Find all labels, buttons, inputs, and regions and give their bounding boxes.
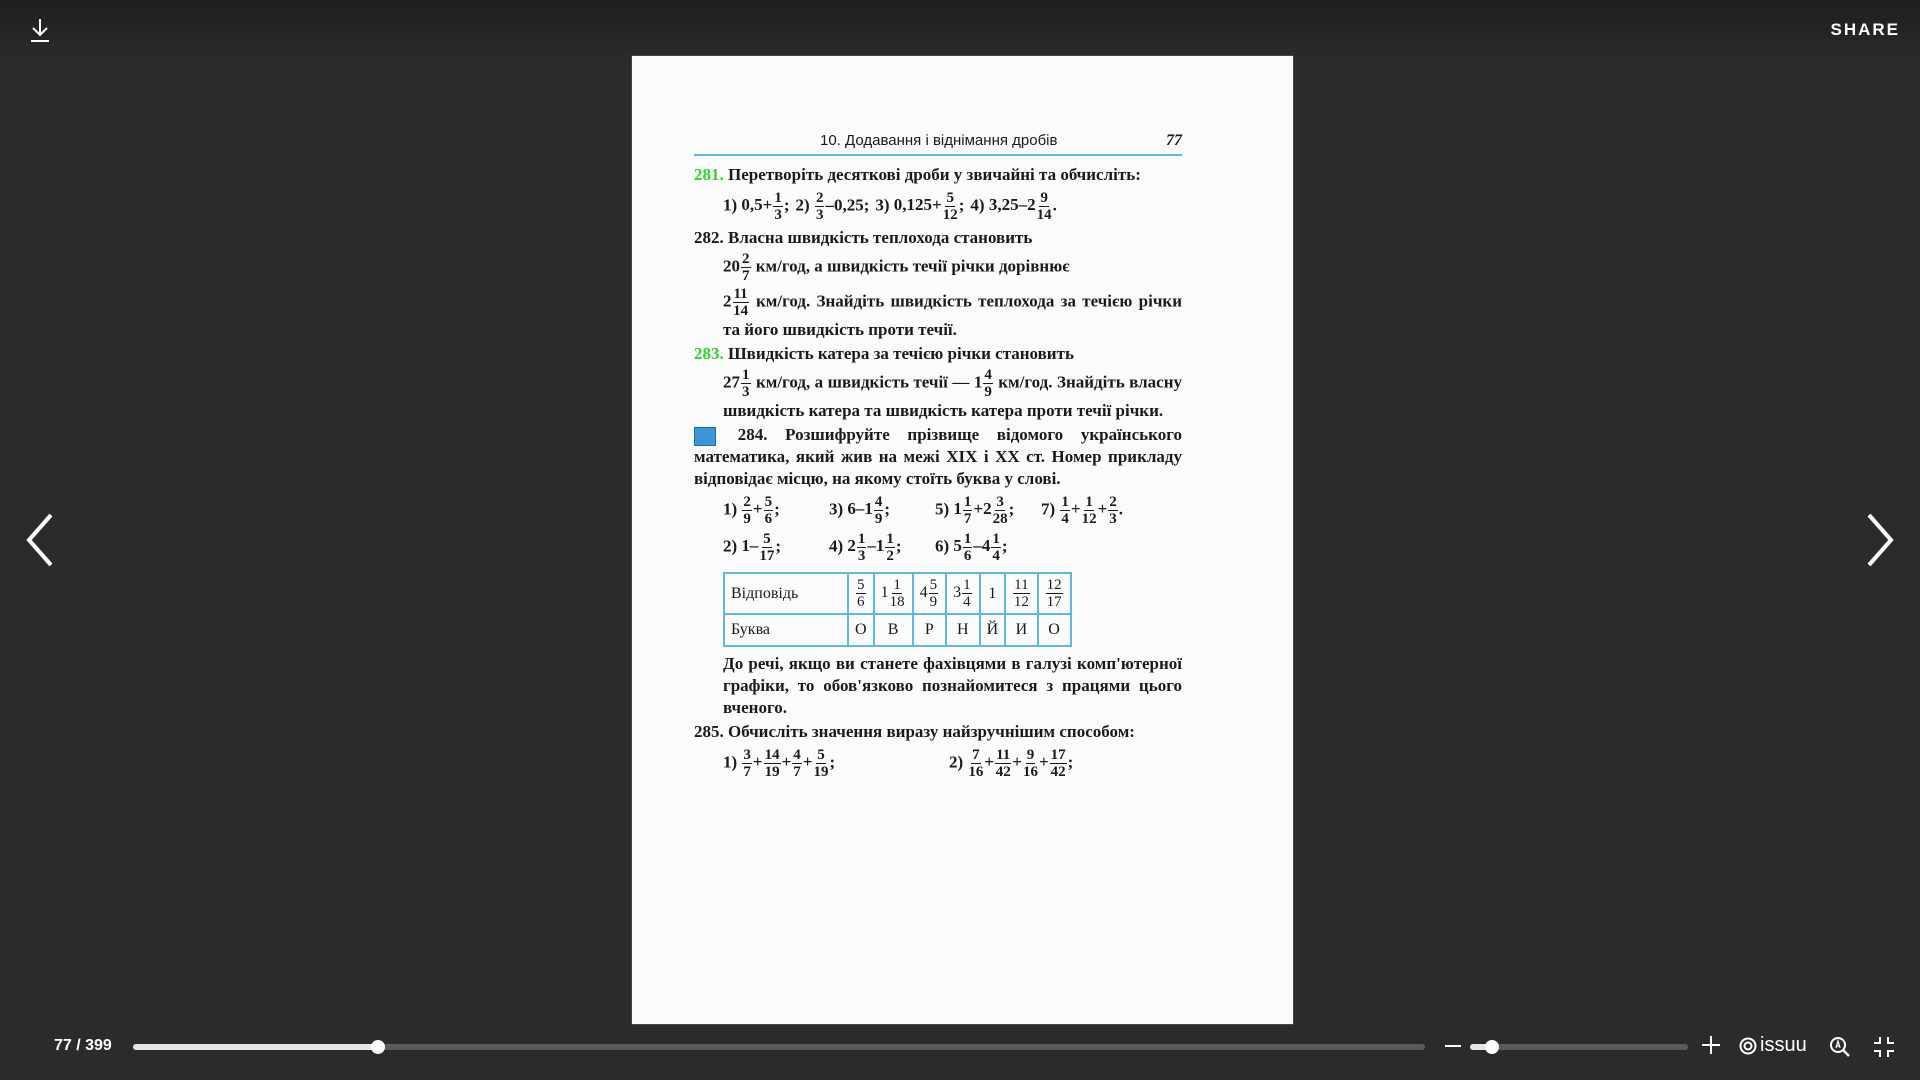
minus-icon bbox=[1443, 1036, 1463, 1056]
denominator: 6 bbox=[857, 594, 865, 610]
expression-label: 2) bbox=[723, 536, 742, 556]
mixed-whole: 1 bbox=[973, 372, 983, 392]
problem-281 bbox=[694, 164, 1182, 186]
numerator: 9 bbox=[1040, 190, 1048, 206]
fraction bbox=[741, 251, 751, 284]
expression-label: 3) bbox=[829, 499, 848, 519]
expression-term bbox=[984, 747, 1012, 780]
expression-end: ; bbox=[783, 195, 790, 215]
operator: 5 bbox=[953, 536, 962, 556]
plus-icon bbox=[1700, 1034, 1722, 1056]
problem-284-note: До речі, якщо ви станете фахівцями в галузі комп'ютерної графіки, то обов'язково познайомитеся з працями цього вченого. bbox=[723, 654, 1182, 717]
page-number: 77 bbox=[1166, 132, 1182, 149]
problem-text: Обчисліть значення виразу найзручнішим способом: bbox=[728, 722, 1135, 741]
fraction bbox=[929, 577, 939, 610]
expression-term bbox=[988, 190, 1053, 223]
operator: +2 bbox=[973, 499, 992, 519]
problem-number: 281. bbox=[694, 165, 724, 184]
fraction bbox=[1108, 494, 1118, 527]
fraction bbox=[995, 747, 1011, 780]
fraction bbox=[874, 494, 884, 527]
numerator: 12 bbox=[1046, 577, 1062, 593]
answer-cell bbox=[874, 573, 913, 614]
fraction bbox=[1023, 747, 1038, 780]
numerator: 11 bbox=[996, 747, 1011, 763]
denominator: 6 bbox=[764, 511, 773, 527]
operator: + bbox=[802, 752, 813, 772]
operator: + bbox=[1038, 752, 1049, 772]
denominator: 12 bbox=[942, 207, 958, 223]
download-icon bbox=[29, 17, 51, 43]
answer-row bbox=[724, 573, 1071, 614]
expression-end: ; bbox=[895, 536, 902, 556]
expression bbox=[723, 747, 943, 780]
denominator: 3 bbox=[815, 207, 824, 223]
denominator: 3 bbox=[1109, 511, 1117, 527]
expression-label: 3) bbox=[875, 195, 894, 215]
operator: 6–1 bbox=[847, 499, 873, 519]
page-counter: 77 / 399 bbox=[54, 1037, 112, 1054]
chapter-title: 10. Додавання і віднімання дробів bbox=[820, 132, 1058, 149]
denominator: 19 bbox=[813, 764, 829, 780]
denominator: 4 bbox=[963, 594, 971, 610]
expression-term bbox=[973, 494, 1008, 527]
expression bbox=[723, 531, 823, 564]
expression-end: ; bbox=[829, 752, 836, 772]
problem-number: 284. bbox=[737, 425, 768, 444]
expression-term bbox=[802, 747, 830, 780]
expression-term bbox=[741, 190, 783, 223]
numerator: 1 bbox=[742, 367, 750, 383]
numerator: 2 bbox=[742, 251, 750, 267]
operator: –4 bbox=[973, 536, 991, 556]
fraction bbox=[856, 577, 866, 610]
denominator: 17 bbox=[759, 548, 775, 564]
letter-cell: Н bbox=[946, 614, 980, 646]
operator: 1– bbox=[741, 536, 759, 556]
fraction bbox=[742, 747, 752, 780]
fraction bbox=[943, 190, 958, 223]
search-button[interactable] bbox=[1828, 1035, 1852, 1064]
answer-cell bbox=[913, 573, 947, 614]
answer-cell bbox=[848, 573, 874, 614]
letter-cell: О bbox=[848, 614, 874, 646]
problem-285 bbox=[694, 721, 1182, 743]
expression-end: ; bbox=[1067, 752, 1074, 772]
numerator: 2 bbox=[1109, 494, 1117, 510]
expression-term bbox=[967, 747, 984, 780]
operator: + bbox=[984, 752, 995, 772]
answer-cell bbox=[1005, 573, 1037, 614]
letter-cell: В bbox=[874, 614, 913, 646]
expression-term bbox=[781, 747, 803, 780]
fraction bbox=[963, 494, 973, 527]
expression-term bbox=[741, 531, 775, 564]
issuu-logo-icon bbox=[1739, 1037, 1757, 1055]
problem-285-expressions bbox=[694, 747, 1182, 780]
page-content bbox=[694, 130, 1182, 784]
denominator: 14 bbox=[1036, 207, 1052, 223]
fraction bbox=[1050, 747, 1067, 780]
numerator: 1 bbox=[1061, 494, 1069, 510]
numerator: 4 bbox=[793, 747, 801, 763]
fraction bbox=[764, 747, 781, 780]
operator: –1 bbox=[867, 536, 885, 556]
next-page-button[interactable] bbox=[1855, 505, 1905, 575]
search-icon bbox=[1828, 1035, 1852, 1059]
expression-end: ; bbox=[1001, 536, 1008, 556]
operator: + bbox=[781, 752, 792, 772]
previous-page-button[interactable] bbox=[15, 505, 65, 575]
fraction bbox=[962, 577, 972, 610]
page-header bbox=[694, 130, 1182, 156]
expression-label: 2) bbox=[795, 195, 814, 215]
expression-end: ; bbox=[958, 195, 965, 215]
expression-label: 1) bbox=[723, 195, 742, 215]
problem-number: 282. bbox=[694, 228, 724, 247]
fraction bbox=[813, 747, 828, 780]
letter-cell: И bbox=[1005, 614, 1037, 646]
denominator: 3 bbox=[742, 384, 750, 400]
fraction bbox=[991, 531, 1001, 564]
expression-label: 5) bbox=[935, 499, 954, 519]
expression-term bbox=[1097, 494, 1119, 527]
numerator: 2 bbox=[815, 190, 824, 206]
denominator: 12 bbox=[1013, 594, 1029, 610]
letter-cell: Й bbox=[980, 614, 1006, 646]
fraction bbox=[983, 367, 993, 400]
expression-term bbox=[953, 531, 973, 564]
expression bbox=[949, 747, 1073, 780]
top-bar bbox=[0, 0, 1920, 60]
operator: 0,125+ bbox=[893, 195, 942, 215]
denominator: 42 bbox=[1050, 764, 1066, 780]
expression-term bbox=[741, 747, 753, 780]
denominator: 2 bbox=[886, 548, 894, 564]
expression-label: 2) bbox=[949, 752, 968, 772]
expression-end: –0,25; bbox=[825, 195, 870, 215]
denominator: 28 bbox=[992, 511, 1008, 527]
fraction bbox=[993, 494, 1008, 527]
problem-text: км/год, а швидкість течії річки дорівнює bbox=[755, 256, 1070, 276]
operator: + bbox=[752, 752, 763, 772]
expression-term bbox=[1070, 494, 1098, 527]
denominator: 17 bbox=[1046, 594, 1062, 610]
denominator: 7 bbox=[963, 511, 972, 527]
expression bbox=[970, 190, 1056, 223]
numerator: 1 bbox=[992, 531, 1000, 547]
denominator: 12 bbox=[1081, 511, 1097, 527]
numerator: 1 bbox=[963, 577, 971, 593]
expression-label: 1) bbox=[723, 752, 742, 772]
fraction bbox=[1082, 494, 1097, 527]
share-button[interactable]: SHARE bbox=[1830, 20, 1900, 39]
expression-term bbox=[1038, 747, 1068, 780]
numerator: 5 bbox=[763, 531, 771, 547]
denominator: 9 bbox=[743, 511, 751, 527]
zoom-slider[interactable] bbox=[1470, 1044, 1688, 1050]
fraction bbox=[963, 531, 973, 564]
denominator: 7 bbox=[743, 764, 751, 780]
denominator: 7 bbox=[742, 268, 750, 284]
mixed-whole: 2 bbox=[723, 291, 732, 311]
fraction bbox=[764, 494, 774, 527]
answer-label: Відповідь bbox=[724, 573, 848, 614]
operator: 2 bbox=[847, 536, 856, 556]
numerator: 1 bbox=[774, 190, 782, 206]
expression-term bbox=[847, 494, 884, 527]
problem-number: 283. bbox=[694, 344, 724, 363]
expression bbox=[935, 494, 1035, 527]
zoom-in-button[interactable] bbox=[1700, 1032, 1722, 1063]
denominator: 42 bbox=[995, 764, 1011, 780]
expression-term bbox=[1059, 494, 1071, 527]
fraction bbox=[792, 747, 802, 780]
answer-cell bbox=[946, 573, 980, 614]
expression-term bbox=[1012, 747, 1039, 780]
denominator: 7 bbox=[793, 764, 801, 780]
operator: 3,25–2 bbox=[988, 195, 1036, 215]
expression-end: ; bbox=[1008, 499, 1015, 519]
brand-name: issuu bbox=[1760, 1034, 1807, 1056]
answer-table bbox=[723, 572, 1072, 647]
numerator: 11 bbox=[1014, 577, 1029, 593]
mixed-whole: 3 bbox=[953, 584, 962, 602]
problem-text: км/год, а швидкість течії — bbox=[755, 372, 970, 392]
numerator: 11 bbox=[733, 286, 748, 302]
fraction bbox=[1013, 577, 1029, 610]
mixed-whole: 4 bbox=[919, 584, 928, 602]
expression-term bbox=[814, 190, 826, 223]
fraction bbox=[1060, 494, 1070, 527]
problem-text: Швидкість катера за течією річки становить bbox=[728, 344, 1074, 363]
expression-label: 1) bbox=[723, 499, 742, 519]
numerator: 9 bbox=[1026, 747, 1035, 763]
problem-text: км/год. Знайдіть швидкість теплохода за течією річки та його швидкість проти течії. bbox=[723, 291, 1183, 339]
expression-term bbox=[741, 494, 753, 527]
numerator: 5 bbox=[929, 577, 938, 593]
problem-282-line3 bbox=[694, 286, 1182, 341]
mixed-whole: 1 bbox=[988, 584, 997, 602]
fraction bbox=[890, 577, 905, 610]
expression-end: . bbox=[1118, 499, 1124, 519]
numerator: 1 bbox=[857, 531, 866, 547]
numerator: 4 bbox=[984, 367, 992, 383]
numerator: 5 bbox=[946, 190, 954, 206]
mixed-whole: 1 bbox=[880, 584, 889, 602]
problem-number: 285. bbox=[694, 722, 724, 741]
chevron-right-icon bbox=[1865, 512, 1895, 568]
fraction bbox=[1037, 190, 1052, 223]
computer-icon bbox=[694, 427, 716, 446]
problem-282-line2 bbox=[694, 251, 1182, 284]
expression-term bbox=[867, 531, 896, 564]
numerator: 1 bbox=[886, 531, 894, 547]
denominator: 4 bbox=[992, 548, 1000, 564]
letter-cell: Р bbox=[913, 614, 947, 646]
fraction bbox=[968, 747, 983, 780]
problem-text: км/год. Знайдіть власну швидкість катера та швидкість катера проти течії річки. bbox=[723, 372, 1182, 420]
fraction bbox=[733, 286, 749, 319]
expression-term bbox=[752, 747, 782, 780]
expression bbox=[829, 494, 929, 527]
fraction bbox=[815, 190, 825, 223]
expression-label: 7) bbox=[1041, 499, 1060, 519]
progress-fill bbox=[133, 1044, 378, 1050]
bottom-bar bbox=[0, 1020, 1920, 1080]
answer-cell bbox=[980, 573, 1006, 614]
problem-283-line2 bbox=[694, 367, 1182, 422]
expression bbox=[723, 190, 790, 223]
expression-term bbox=[953, 494, 973, 527]
exit-fullscreen-button[interactable] bbox=[1872, 1035, 1896, 1064]
expression bbox=[796, 190, 870, 223]
numerator: 4 bbox=[874, 494, 883, 510]
expression-term bbox=[752, 494, 774, 527]
expression-end: ; bbox=[775, 536, 782, 556]
numerator: 5 bbox=[817, 747, 825, 763]
numerator: 1 bbox=[963, 494, 972, 510]
problem-text: Перетворіть десяткові дроби у звичайні та обчисліть: bbox=[728, 165, 1141, 184]
letter-cell: О bbox=[1038, 614, 1071, 646]
expression bbox=[723, 494, 823, 527]
denominator: 14 bbox=[733, 303, 749, 319]
zoom-handle[interactable] bbox=[1485, 1040, 1499, 1054]
numerator: 5 bbox=[764, 494, 773, 510]
numerator: 3 bbox=[996, 494, 1004, 510]
expression bbox=[1041, 494, 1141, 527]
numerator: 17 bbox=[1050, 747, 1066, 763]
download-button[interactable] bbox=[26, 14, 54, 46]
expression-term bbox=[973, 531, 1002, 564]
fraction bbox=[857, 531, 867, 564]
denominator: 16 bbox=[968, 764, 984, 780]
expression bbox=[875, 190, 964, 223]
operator: + bbox=[752, 499, 763, 519]
issuu-logo[interactable] bbox=[1739, 1034, 1807, 1057]
page-progress-slider[interactable] bbox=[133, 1044, 1425, 1050]
fraction bbox=[741, 367, 751, 400]
expression bbox=[935, 531, 1035, 564]
numerator: 7 bbox=[972, 747, 980, 763]
expression-end: ; bbox=[884, 499, 891, 519]
chevron-left-icon bbox=[25, 512, 55, 568]
numerator: 14 bbox=[764, 747, 780, 763]
fraction bbox=[742, 494, 752, 527]
expression-label: 4) bbox=[970, 195, 989, 215]
numerator: 5 bbox=[857, 577, 865, 593]
expression-end: ; bbox=[774, 499, 780, 519]
fraction bbox=[773, 190, 783, 223]
expression-term bbox=[893, 190, 959, 223]
denominator: 9 bbox=[929, 594, 938, 610]
problem-text: Власна швидкість теплохода становить bbox=[728, 228, 1033, 247]
problem-284-expressions-row1 bbox=[694, 494, 1182, 527]
problem-282 bbox=[694, 227, 1182, 249]
problem-284 bbox=[694, 424, 1182, 490]
exit-fullscreen-icon bbox=[1872, 1035, 1896, 1059]
operator: 0,5+ bbox=[741, 195, 773, 215]
numerator: 3 bbox=[743, 747, 751, 763]
problem-283 bbox=[694, 343, 1182, 365]
denominator: 16 bbox=[1022, 764, 1038, 780]
document-page bbox=[632, 56, 1293, 1024]
fraction bbox=[885, 531, 895, 564]
denominator: 18 bbox=[889, 594, 905, 610]
denominator: 3 bbox=[857, 548, 866, 564]
problem-text: Розшифруйте прізвище відомого українського математика, який жив на межі XIX і XX ст. Номер прикладу відповідає місцю, на якому стоїть буква у слові. bbox=[694, 425, 1182, 488]
letter-label: Буква bbox=[724, 614, 848, 646]
answer-cell bbox=[1038, 573, 1071, 614]
problem-284-expressions-row2 bbox=[694, 531, 1182, 564]
expression-label: 4) bbox=[829, 536, 848, 556]
denominator: 19 bbox=[764, 764, 780, 780]
expression-term bbox=[847, 531, 867, 564]
denominator: 4 bbox=[1061, 511, 1069, 527]
numerator: 2 bbox=[743, 494, 751, 510]
operator: + bbox=[1012, 752, 1022, 772]
mixed-whole: 27 bbox=[723, 372, 740, 392]
denominator: 9 bbox=[874, 511, 883, 527]
operator: + bbox=[1097, 499, 1108, 519]
denominator: 9 bbox=[984, 384, 992, 400]
expression bbox=[829, 531, 929, 564]
numerator: 1 bbox=[1085, 494, 1093, 510]
fraction bbox=[759, 531, 774, 564]
numerator: 1 bbox=[963, 531, 972, 547]
denominator: 3 bbox=[774, 207, 782, 223]
problem-281-expressions bbox=[694, 190, 1182, 223]
operator: 1 bbox=[953, 499, 962, 519]
operator: + bbox=[1070, 499, 1081, 519]
mixed-whole: 20 bbox=[723, 256, 740, 276]
letter-row bbox=[724, 614, 1071, 646]
numerator: 1 bbox=[893, 577, 901, 593]
expression-end: . bbox=[1052, 195, 1057, 215]
denominator: 6 bbox=[963, 548, 972, 564]
expression-label: 6) bbox=[935, 536, 954, 556]
fraction bbox=[1046, 577, 1063, 610]
zoom-out-button[interactable] bbox=[1443, 1036, 1463, 1062]
